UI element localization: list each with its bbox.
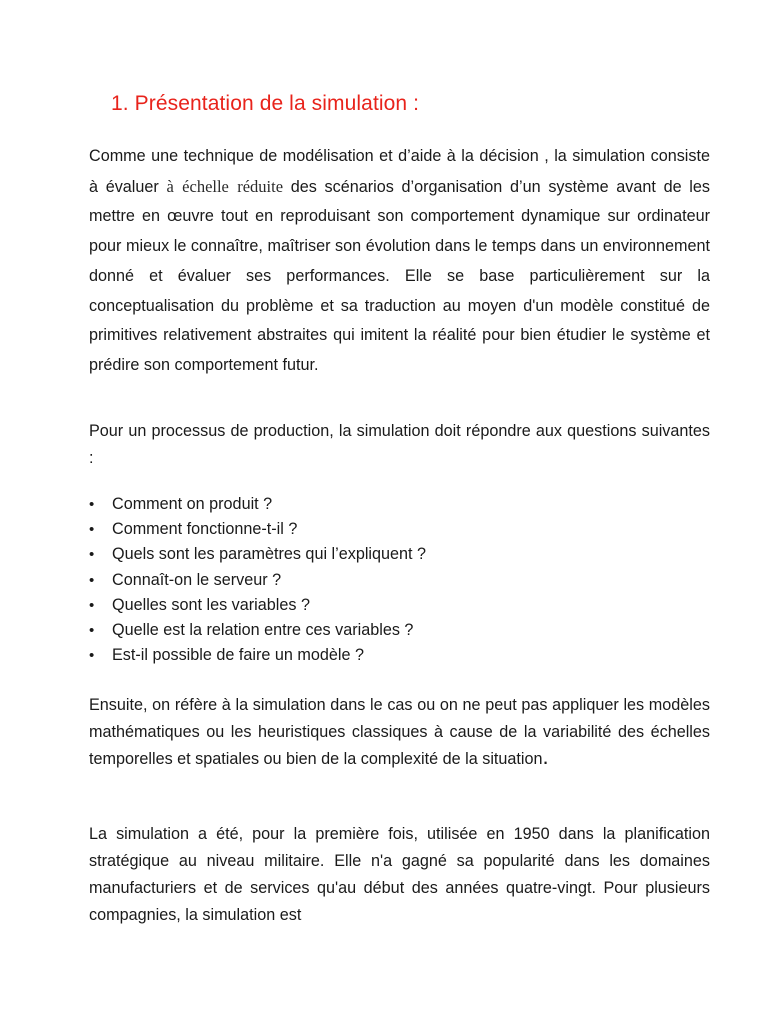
list-item bbox=[89, 568, 426, 593]
list-item bbox=[89, 517, 426, 542]
list-item bbox=[89, 492, 426, 517]
bullet-icon: • bbox=[89, 496, 95, 513]
bullet-icon: • bbox=[89, 596, 95, 614]
list-item-text: Quelles sont les variables ? bbox=[112, 595, 310, 614]
list-item-text: Comment fonctionne-t-il ? bbox=[112, 520, 298, 539]
bullet-icon: • bbox=[89, 621, 95, 639]
paragraph-history: La simulation a été, pour la première fois, utilisée en 1950 dans la planification stratégique au niveau militaire. Elle n'a gagné sa popularité dans les domaines manufacturiers et de services qu'au début des années quatre-vingt. Pour plusieurs compagnies, la simulation est bbox=[89, 825, 710, 924]
bullet-icon: • bbox=[89, 571, 95, 589]
list-item bbox=[89, 643, 426, 668]
paragraph-context-end-mark: . bbox=[542, 744, 549, 769]
list-item bbox=[89, 593, 426, 618]
paragraph-context-text: Ensuite, on réfère à la simulation dans le cas ou on ne peut pas appliquer les modèles mathématiques ou les heuristiques classiques à cause de la variabilité des échelles temporelles et spatiales ou bien de la complexité de la situation bbox=[89, 696, 710, 768]
list-item bbox=[89, 618, 426, 643]
list-item-text: Comment on produit ? bbox=[112, 495, 273, 513]
paragraph-intro bbox=[89, 142, 710, 381]
bullet-icon: • bbox=[89, 647, 95, 665]
bullet-icon: • bbox=[89, 546, 95, 564]
list-item bbox=[89, 542, 426, 567]
list-item-text: Quels sont les paramètres qui l’expliquent ? bbox=[112, 545, 427, 564]
bullet-icon: • bbox=[89, 521, 95, 539]
paragraph-questions-intro: Pour un processus de production, la simulation doit répondre aux questions suivantes : bbox=[89, 422, 710, 467]
list-item-text: Connaît-on le serveur ? bbox=[112, 570, 282, 589]
paragraph-context bbox=[89, 692, 710, 773]
list-item-text: Quelle est la relation entre ces variables ? bbox=[112, 620, 414, 639]
paragraph-intro-text-start: Comme une technique de modélisation et d’aide à la décision , la simulation consiste à évaluer bbox=[89, 147, 710, 196]
paragraph-intro-serif-phrase: à échelle réduite bbox=[166, 176, 284, 196]
paragraph-intro-text-end: des scénarios d’organisation d’un système avant de les mettre en œuvre tout en reproduisant son comportement dynamique sur ordinateur pour mieux le connaître, maîtriser son évolution dans le temps dans un environnement donné et évaluer ses performances. Elle se base particulièrement sur la conceptualisation du problème et sa traduction au moyen d'un modèle constitué de primitives relativement abstraites qui imitent la réalité pour bien étudier le système et prédire son comportement futur. bbox=[89, 177, 710, 374]
questions-list bbox=[89, 492, 426, 668]
section-heading: 1. Présentation de la simulation : bbox=[111, 92, 420, 115]
list-item-text: Est-il possible de faire un modèle ? bbox=[112, 646, 364, 665]
